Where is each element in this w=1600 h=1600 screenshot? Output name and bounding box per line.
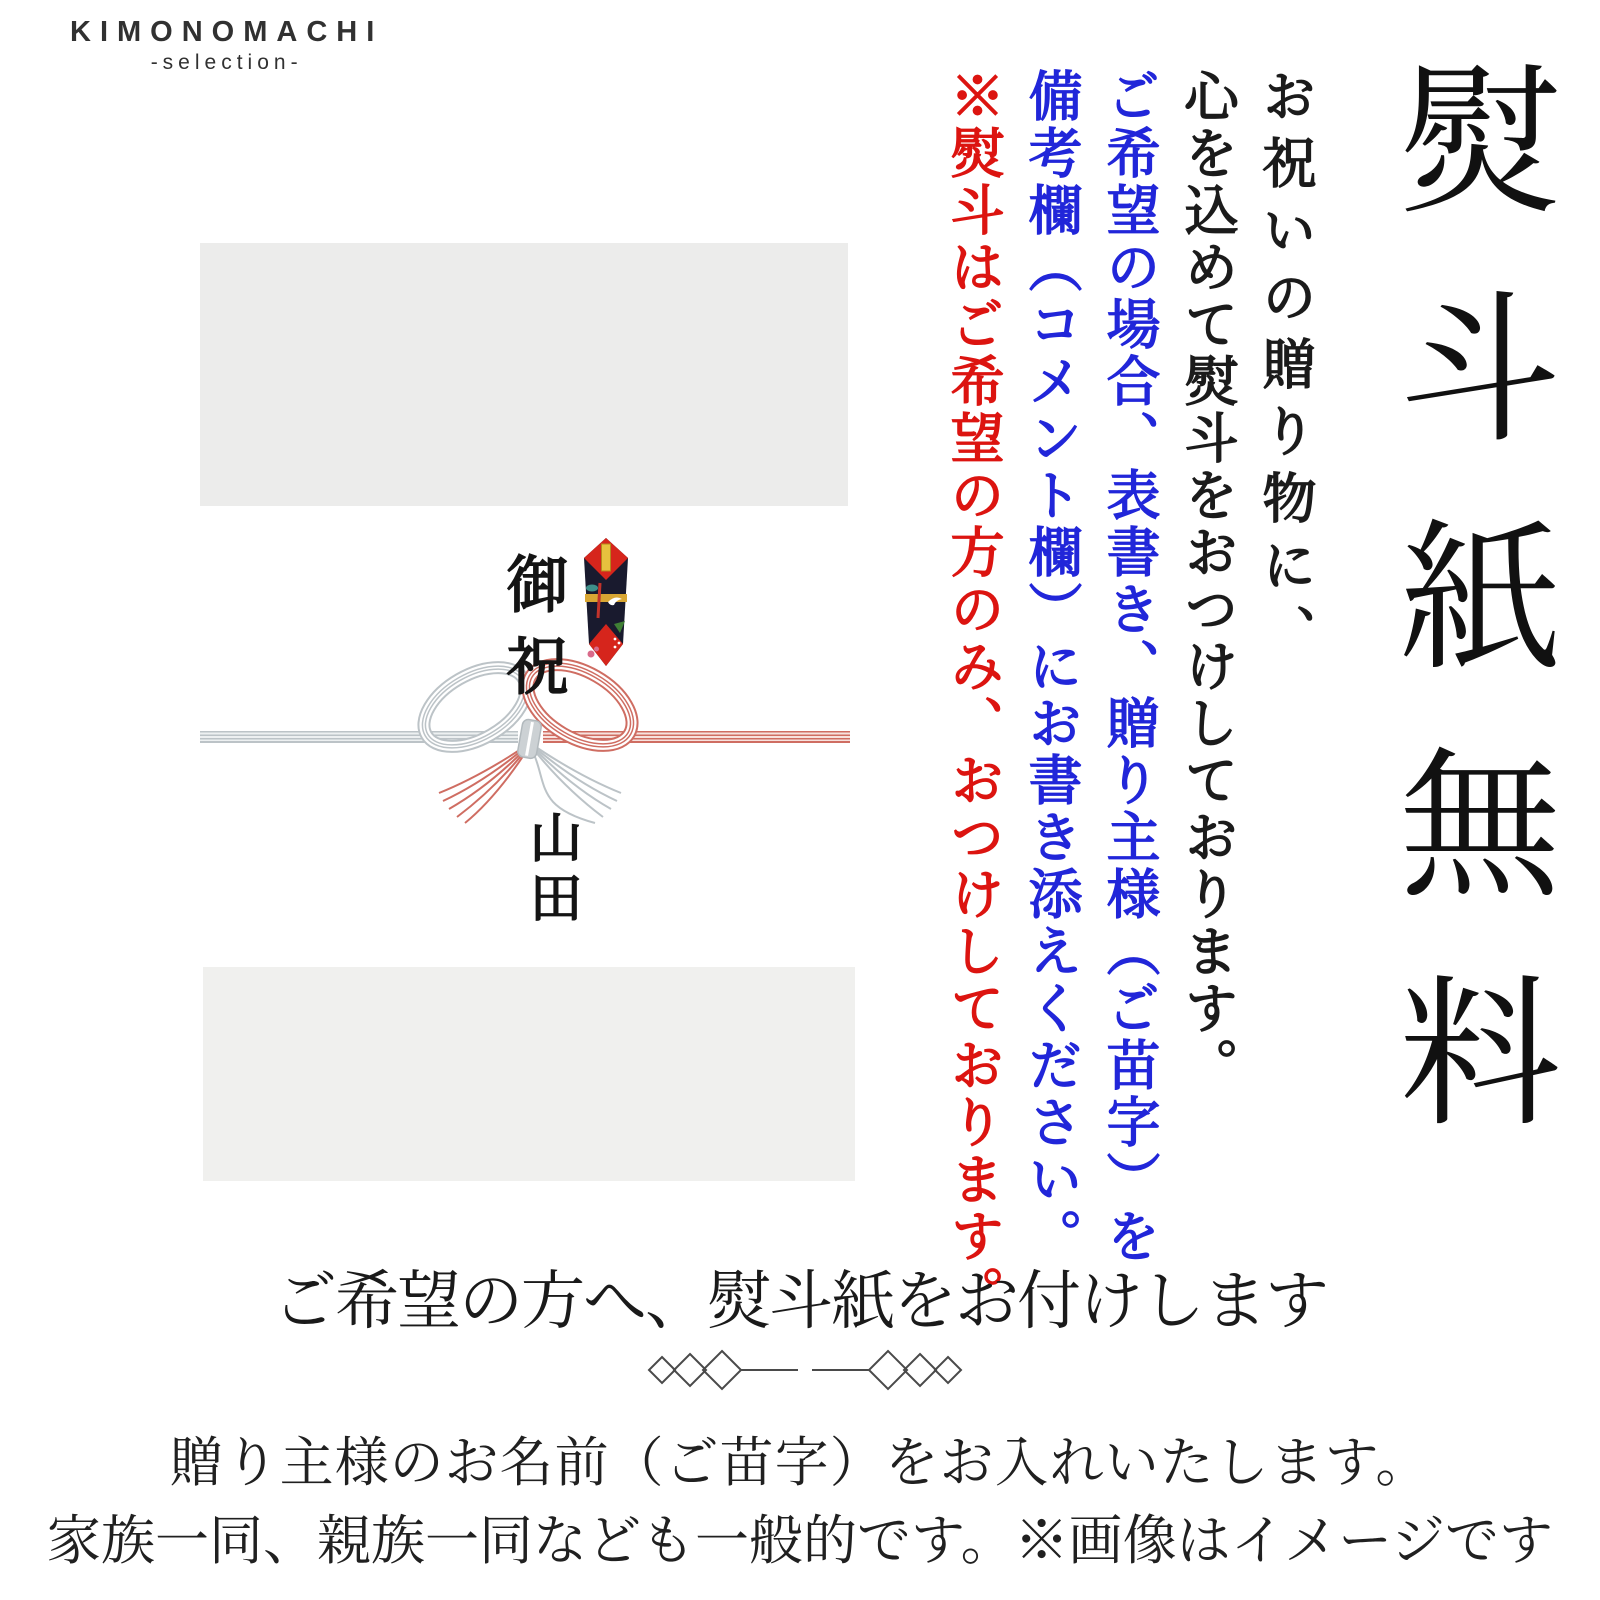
bottom-description-2: 家族一同、親族一同なども一般的です。※画像はイメージです (46, 1511, 1554, 1571)
gift-box-top (200, 243, 848, 506)
noshi-name-text: 山田 (521, 810, 583, 930)
intro-line-1: お祝いの贈り物に、 (1255, 68, 1315, 671)
brand-name: KIMONOMACHI (70, 16, 384, 48)
note-line: ※熨斗はご希望の方のみ、おつけしております。 (943, 68, 1003, 1322)
brand-logo (70, 16, 383, 75)
instruction-line-1: ご希望の場合、表書き、贈り主様（ご苗字）を (1099, 68, 1159, 1265)
vertical-text-block (934, 68, 1324, 1322)
page-title-vertical: 熨斗紙無料 (1372, 56, 1560, 1196)
intro-line-2: 心を込めて熨斗をおつけしております。 (1177, 68, 1237, 1094)
noshi-honor-text: 御祝 (496, 552, 569, 716)
brand-subtitle: -selection- (150, 51, 303, 74)
diamond-divider-ornament (640, 1348, 970, 1392)
bottom-heading: ご希望の方へ、熨斗紙をお付けします (273, 1265, 1327, 1339)
instruction-line-2: 備考欄（コメント欄）にお書き添えください。 (1021, 68, 1081, 1265)
gift-box-bottom (203, 967, 855, 1181)
bottom-description-1: 贈り主様のお名前（ご苗字）をお入れいたします。 (169, 1433, 1431, 1493)
